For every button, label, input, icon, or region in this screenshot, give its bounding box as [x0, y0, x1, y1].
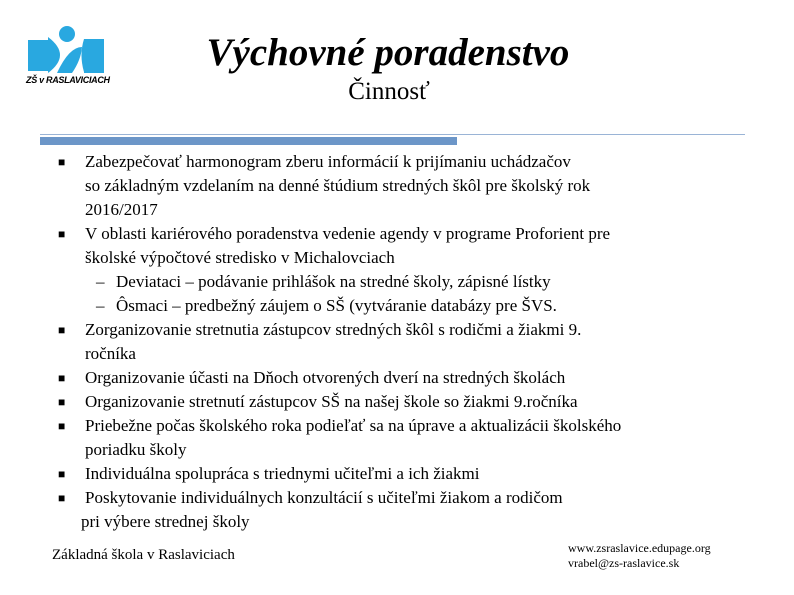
- square-bullet-icon: ■: [58, 371, 66, 385]
- square-bullet-icon: ■: [58, 419, 66, 433]
- school-logo: [24, 25, 110, 89]
- sub-list-item: – Deviataci – podávanie prihlášok na stredné školy, zápisné lístky: [58, 270, 758, 294]
- list-item: ■ V oblasti kariérového poradenstva vedenie agendy v programe Proforient pre školské výpočtové stredisko v Michalovciach: [58, 224, 611, 267]
- square-bullet-icon: ■: [58, 467, 66, 481]
- list-item: ■ Priebežne počas školského roka podieľať sa na úprave a aktualizácii školského poriadku školy: [58, 416, 622, 459]
- school-logo-icon: [24, 25, 110, 75]
- dash-bullet-icon: –: [96, 272, 105, 291]
- list-item: ■ Poskytovanie individuálnych konzultácií s učiteľmi žiakom a rodičom: [58, 486, 758, 510]
- list-item-continuation: pri výbere strednej školy: [81, 512, 250, 531]
- footer-website: www.zsraslavice.edupage.org: [568, 541, 711, 555]
- footer-contact: [568, 541, 711, 571]
- footer-school-name: Základná škola v Raslaviciach: [52, 547, 235, 563]
- sub-list-item: – Ôsmaci – predbežný záujem o SŠ (vytváranie databázy pre ŠVS.: [58, 294, 758, 318]
- list-item: ■ Organizovanie účasti na Dňoch otvorených dverí na stredných školách: [58, 366, 758, 390]
- header-divider-accent: [40, 137, 457, 145]
- list-item: ■ Organizovanie stretnutí zástupcov SŠ na našej škole so žiakmi 9.ročníka: [58, 390, 758, 414]
- page-title: Výchovné poradenstvo: [206, 31, 570, 74]
- square-bullet-icon: ■: [58, 323, 66, 337]
- square-bullet-icon: ■: [58, 491, 66, 505]
- footer-email: vrabel@zs-raslavice.sk: [568, 556, 680, 570]
- list-item: ■ Zabezpečovať harmonogram zberu informácií k prijímaniu uchádzačov so základným vzdelaním na denné štúdium stredných škôl pre školský rok 2016/2017: [58, 152, 591, 219]
- bullet-list: [58, 150, 758, 534]
- logo-text: ZŠ v RASLAVICIACH: [26, 75, 110, 85]
- header-divider-thin: [40, 134, 745, 135]
- square-bullet-icon: ■: [58, 155, 66, 169]
- list-item: ■ Individuálna spolupráca s triednymi učiteľmi a ich žiakmi: [58, 462, 758, 486]
- page-subtitle: Činnosť: [348, 78, 430, 105]
- dash-bullet-icon: –: [96, 296, 105, 315]
- square-bullet-icon: ■: [58, 395, 66, 409]
- square-bullet-icon: ■: [58, 227, 66, 241]
- list-item: ■ Zorganizovanie stretnutia zástupcov stredných škôl s rodičmi a žiakmi 9. ročníka: [58, 320, 582, 363]
